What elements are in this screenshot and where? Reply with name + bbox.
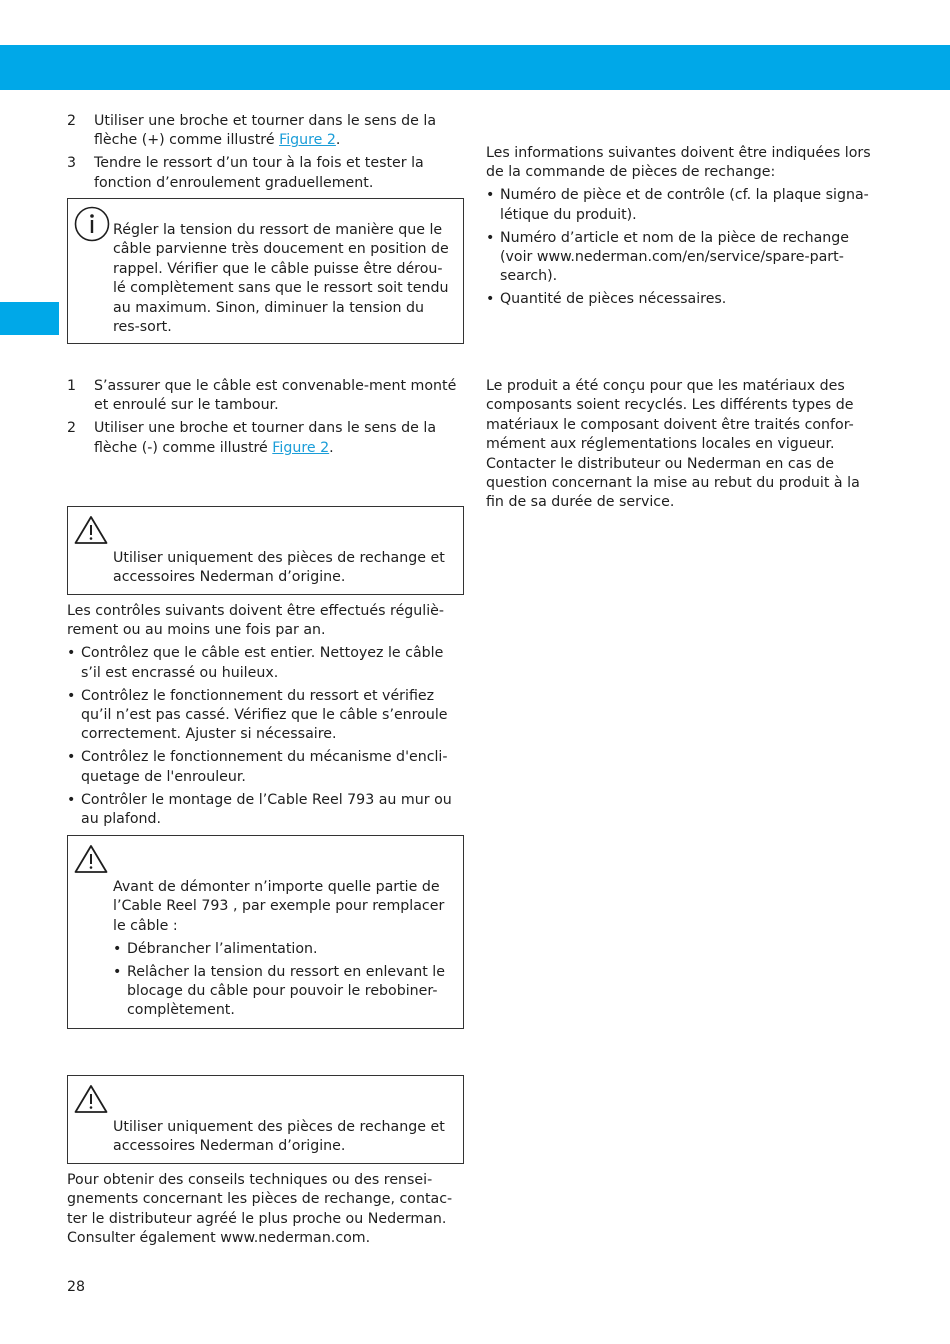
step-text: Utiliser une broche et tourner dans le sens de la flèche (+) comme illustré <box>94 113 437 149</box>
step-text: S’assurer que le câble est convenable-ment monté et enroulé sur le tambour. <box>94 378 457 414</box>
figure-link[interactable]: Figure 2 <box>279 132 336 149</box>
info-box <box>67 198 464 344</box>
figure-link[interactable]: Figure 2 <box>272 439 330 456</box>
page-number: 28 <box>67 1279 86 1295</box>
warning-text: Avant de démonter n’importe quelle partie de l’Cable Reel 793 , par exemple pour remplacer le câble : <box>113 879 445 934</box>
list-item: 2 Utiliser une broche et tourner dans le sens de la flèche (-) comme illustré Figure 2. <box>67 420 437 456</box>
warning-icon <box>74 844 108 874</box>
parts-intro: Les informations suivantes doivent être indiquées lors de la commande de pièces de rechange: <box>486 145 871 181</box>
list-item <box>67 377 462 416</box>
service-text: Pour obtenir des conseils techniques ou des rensei-gnements concernant les pièces de rechange, contac-ter le distributeur agréé le plus proche ou Nederman. Consulter également www.nederman.com. <box>67 1172 453 1247</box>
steps-tension <box>67 112 462 197</box>
warning-box <box>67 1075 464 1164</box>
list-item: • Contrôlez le fonctionnement du ressort et vérifiez qu’il n’est pas cassé. Vérifiez que le câble s’enroule correctement. Ajuster si nécessaire. <box>67 687 448 743</box>
info-text: Régler la tension du ressort de manière que le câble parvienne très doucement en position de rappel. Vérifier que le câble puisse être dérou-lé complètement sans que le ressort soit tendu au maximum. Sinon, diminuer la tension du res-sort. <box>113 222 449 336</box>
warning-text: Utiliser uniquement des pièces de rechange et accessoires Nederman d’origine. <box>113 550 445 586</box>
step-number: 2 <box>67 420 77 437</box>
warning-box <box>67 835 464 1029</box>
recycling-paragraph <box>486 377 876 513</box>
step-text: Tendre le ressort d’un tour à la fois et tester la fonction d’enroulement graduellement. <box>94 155 424 191</box>
list-item: • Contrôler le montage de l’Cable Reel 793 au mur ou au plafond. <box>67 791 452 828</box>
service-paragraph <box>67 1171 464 1249</box>
info-icon <box>74 206 110 242</box>
checks-intro: Les contrôles suivants doivent être effectués réguliè-rement ou au moins une fois par an. <box>67 603 445 639</box>
list-item: • Relâcher la tension du ressort en enlevant le blocage du câble pour pouvoir le rebobiner-complètement. <box>113 963 445 1019</box>
list-item: 2 Utiliser une broche et tourner dans le sens de la flèche (+) comme illustré Figure 2. <box>67 113 437 149</box>
recycling-text: Le produit a été conçu pour que les matériaux des composants soient recyclés. Les différents types de matériaux le composant doivent être traités confor-mément aux réglementations locales en vigueur. Contacter le distributeur ou Nederman en cas de question concernant la mise au rebut du produit à la fin de sa durée de service. <box>486 378 860 511</box>
spare-parts-info <box>486 144 876 313</box>
step-number: 1 <box>67 378 77 394</box>
list-item <box>67 154 462 193</box>
list-item: • Débrancher l’alimentation. <box>113 940 318 957</box>
list-item: • Quantité de pièces nécessaires. <box>486 291 727 308</box>
step-text: Utiliser une broche et tourner dans le sens de la flèche (-) comme illustré <box>94 420 437 456</box>
warning-icon <box>74 515 108 545</box>
list-item: • Numéro de pièce et de contrôle (cf. la plaque signa-létique du produit). <box>486 187 869 223</box>
list-item: • Contrôlez que le câble est entier. Nettoyez le câble s’il est encrassé ou huileux. <box>67 645 444 681</box>
section-tab <box>0 302 59 335</box>
list-item: • Numéro d’article et nom de la pièce de rechange (voir www.nederman.com/en/service/spare-part-search). <box>486 229 850 285</box>
step-number: 3 <box>67 155 77 172</box>
steps-release <box>67 377 462 462</box>
list-item: • Contrôlez le fonctionnement du mécanisme d'encli-quetage de l'enrouleur. <box>67 749 448 785</box>
warning-box <box>67 506 464 595</box>
header-bar <box>0 45 950 90</box>
step-number: 2 <box>67 113 77 129</box>
warning-text: Utiliser uniquement des pièces de rechange et accessoires Nederman d’origine. <box>113 1119 445 1155</box>
maintenance-checks <box>67 602 464 833</box>
warning-icon <box>74 1084 108 1114</box>
